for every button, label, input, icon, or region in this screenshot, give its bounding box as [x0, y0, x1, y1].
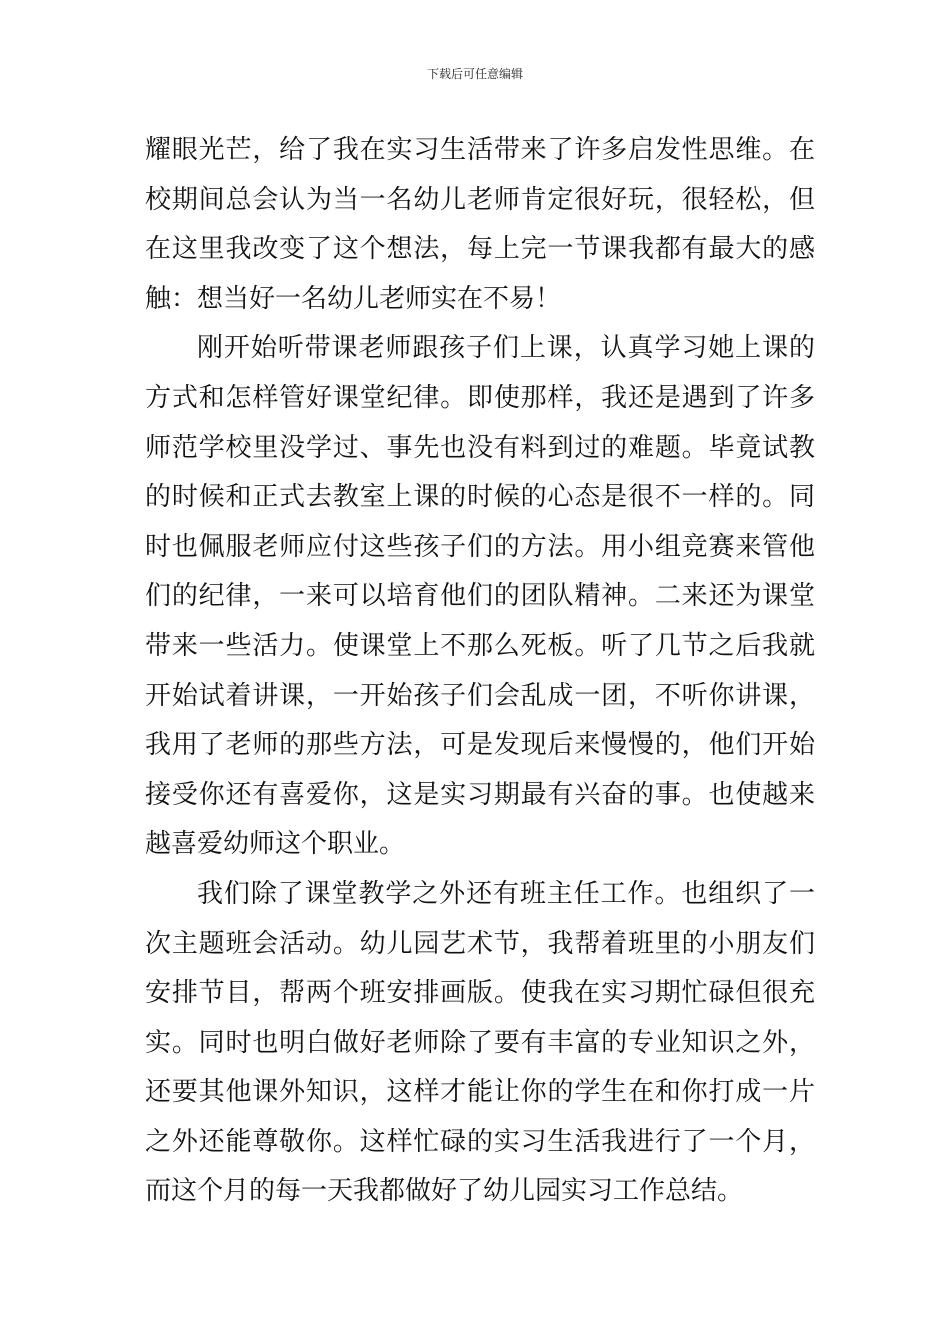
paragraph-2-line-1: 刚开始听带课老师跟孩子们上课，认真学习她上课的: [197, 333, 815, 364]
paragraph-3-line-5: 还要其他课外知识，这样才能让你的学生在和你打成一片: [145, 1077, 815, 1108]
paragraph-2-line-8: 开始试着讲课，一开始孩子们会乱成一团，不听你讲课，: [145, 680, 815, 711]
paragraph-1-line-4: 触：想当好一名幼儿老师实在不易！: [145, 283, 562, 314]
paragraph-2-line-5: 时也佩服老师应付这些孩子们的方法。用小组竞赛来管他: [145, 531, 815, 562]
paragraph-3-line-3: 安排节目，帮两个班安排画版。使我在实习期忙碌但很充: [145, 978, 815, 1009]
paragraph-2-line-10: 接受你还有喜爱你，这是实习期最有兴奋的事。也使越来: [145, 779, 815, 810]
paragraph-3-line-2: 次主题班会活动。幼儿园艺术节，我帮着班里的小朋友们: [145, 928, 815, 959]
paragraph-2-line-4: 的时候和正式去教室上课的时候的心态是很不一样的。同: [145, 482, 815, 513]
body-text: [145, 126, 815, 1217]
paragraph-2-line-9: 我用了老师的那些方法，可是发现后来慢慢的，他们开始: [145, 730, 815, 761]
paragraph-1-line-3: 在这里我改变了这个想法，每上完一节课我都有最大的感: [145, 234, 815, 265]
paragraph-3-line-6: 之外还能尊敬你。这样忙碌的实习生活我进行了一个月，: [145, 1126, 815, 1157]
paragraph-2-line-11: 越喜爱幼师这个职业。: [145, 829, 406, 860]
paragraph-1-line-2: 校期间总会认为当一名幼儿老师肯定很好玩，很轻松，但: [145, 184, 815, 215]
paragraph-3-line-7: 而这个月的每一天我都做好了幼儿园实习工作总结。: [145, 1176, 744, 1207]
paragraph-2-line-7: 带来一些活力。使课堂上不那么死板。听了几节之后我就: [145, 630, 815, 661]
header-note: 下载后可任意编辑: [426, 67, 523, 81]
paragraph-2-line-3: 师范学校里没学过、事先也没有料到过的难题。毕竟试教: [145, 432, 815, 463]
paragraph-3-line-1: 我们除了课堂教学之外还有班主任工作。也组织了一: [197, 878, 815, 909]
paragraph-2-line-2: 方式和怎样管好课堂纪律。即使那样，我还是遇到了许多: [145, 382, 815, 413]
paragraph-1-line-1: 耀眼光芒，给了我在实习生活带来了许多启发性思维。在: [145, 135, 815, 165]
paragraph-2-line-6: 们的纪律，一来可以培育他们的团队精神。二来还为课堂: [145, 581, 815, 612]
paragraph-3-line-4: 实。同时也明白做好老师除了要有丰富的专业知识之外，: [145, 1027, 815, 1058]
